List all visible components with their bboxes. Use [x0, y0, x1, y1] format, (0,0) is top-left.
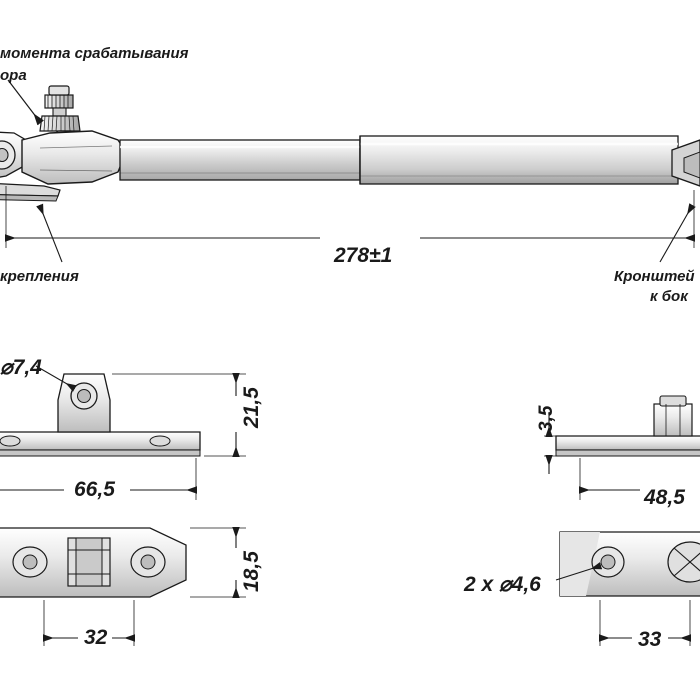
leader-line-right-bracket [660, 206, 692, 262]
leader-line-left-bracket [40, 206, 62, 262]
annotation-right-bracket-line2: к бок [650, 288, 688, 305]
dimension-66-5: 66,5 [74, 478, 115, 501]
dimension-holes-2x4-6: 2 x ⌀4,6 [464, 573, 541, 596]
dimension-hole-7-4 [0, 355, 42, 380]
diameter-icon: ⌀ [0, 356, 13, 379]
right-bracket-top-view [556, 532, 700, 646]
annotation-right-bracket-line1: Кронштей [614, 268, 695, 285]
cylinder-tube [120, 140, 360, 180]
assembly-side-view [0, 80, 700, 262]
left-bracket-side-view [0, 366, 246, 500]
annotation-left-bracket: крепления [0, 268, 79, 285]
dimension-3-5: 3,5 [536, 405, 557, 432]
dimension-hole-7-4-value: 7,4 [12, 356, 42, 379]
closer-body [22, 131, 126, 184]
annotation-trigger-moment-line1: момента срабатывания [0, 45, 189, 62]
right-bracket-side-view [544, 396, 700, 500]
left-bracket-top-view [0, 528, 246, 646]
dimension-18-5: 18,5 [240, 551, 263, 592]
dimension-32: 32 [84, 626, 108, 649]
dimension-18-5-lines [190, 528, 246, 597]
dimension-33: 33 [638, 628, 662, 651]
overall-length-dimension [6, 186, 694, 248]
leader-line-trigger [8, 80, 40, 122]
dimension-48-5: 48,5 [644, 486, 685, 509]
dimension-overall-length: 278±1 [334, 244, 393, 267]
annotation-trigger-moment-line2: ора [0, 67, 27, 84]
ball-stud [654, 396, 692, 436]
piston-rod [360, 136, 678, 184]
dimension-21-5: 21,5 [240, 387, 263, 428]
